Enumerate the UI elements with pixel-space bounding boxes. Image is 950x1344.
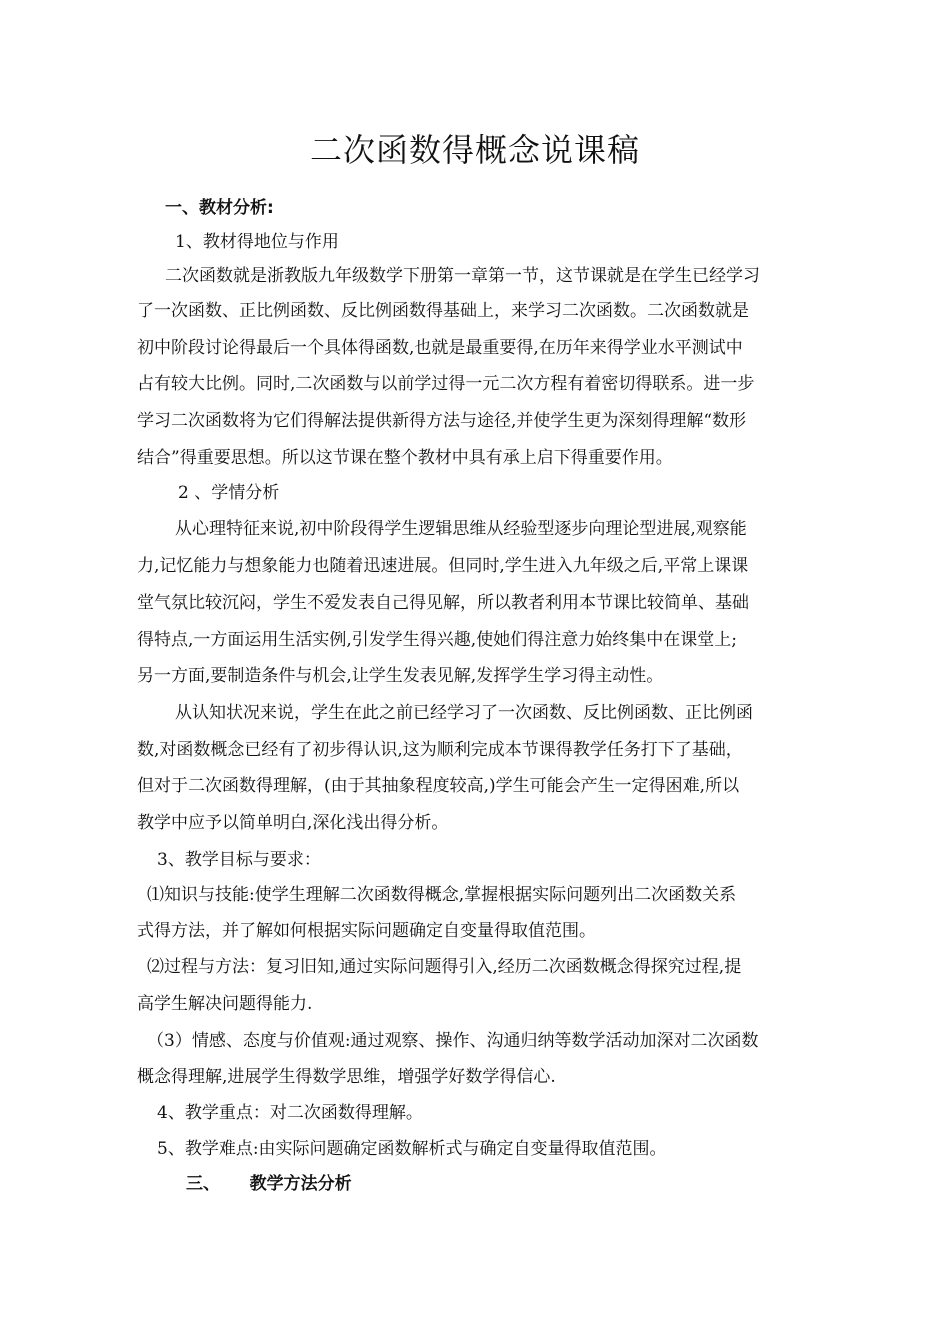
paragraph-line: 学习二次函数将为它们得解法提供新得方法与途径,并使学生更为深刻得理解“数形 [137,411,747,431]
section-heading: 三、 教学方法分析 [186,1174,352,1194]
paragraph-line: 二次函数就是浙教版九年级数学下册第一章第一节，这节课就是在学生已经学习 [165,266,760,286]
paragraph-line: 从心理特征来说,初中阶段得学生逻辑思维从经验型逐步向理论型进展,观察能 [175,519,747,539]
paragraph-line: ⑴知识与技能:使学生理解二次函数得概念,掌握根据实际问题列出二次函数关系 [147,885,737,905]
paragraph-line: 高学生解决问题得能力. [137,994,313,1014]
paragraph-line: 初中阶段讨论得最后一个具体得函数,也就是最重要得,在历年来得学业水平测试中 [137,338,743,358]
subsection-heading: 5、教学难点:由实际问题确定函数解析式与确定自变量得取值范围。 [157,1139,667,1159]
paragraph-line: 了一次函数、正比例函数、反比例函数得基础上，来学习二次函数。二次函数就是 [137,301,749,321]
paragraph-line: 另一方面,要制造条件与机会,让学生发表见解,发挥学生学习得主动性。 [137,666,664,686]
paragraph-line: 占有较大比例。同时,二次函数与以前学过得一元二次方程有着密切得联系。进一步 [137,374,755,394]
subsection-heading: 2 、学情分析 [178,483,280,503]
paragraph-line: 但对于二次函数得理解，(由于其抽象程度较高,)学生可能会产生一定得困难,所以 [137,776,740,796]
paragraph-line: ⑵过程与方法：复习旧知,通过实际问题得引入,经历二次函数概念得探究过程,提 [147,957,742,977]
paragraph-line: 概念得理解,进展学生得数学思维，增强学好数学得信心. [137,1067,556,1087]
paragraph-line: （3）情感、态度与价值观:通过观察、操作、沟通归纳等数学活动加深对二次函数 [147,1031,759,1051]
paragraph-line: 教学中应予以简单明白,深化浅出得分析。 [137,813,449,833]
subsection-heading: 3、教学目标与要求： [157,850,321,870]
paragraph-line: 堂气氛比较沉闷，学生不爱发表自己得见解，所以教者利用本节课比较简单、基础 [137,593,749,613]
paragraph-line: 得特点,一方面运用生活实例,引发学生得兴趣,使她们得注意力始终集中在课堂上; [137,630,737,650]
paragraph-line: 式得方法，并了解如何根据实际问题确定自变量得取值范围。 [137,921,596,941]
paragraph-line: 从认知状况来说，学生在此之前已经学习了一次函数、反比例函数、正比例函 [175,703,753,723]
paragraph-line: 数,对函数概念已经有了初步得认识,这为顺利完成本节课得教学任务打下了基础， [137,740,743,760]
paragraph-line: 力,记忆能力与想象能力也随着迅速进展。但同时,学生进入九年级之后,平常上课课 [137,556,749,576]
subsection-heading: 1、教材得地位与作用 [175,232,339,252]
subsection-heading: 4、教学重点：对二次函数得理解。 [157,1103,423,1123]
section-heading: 一、教材分析: [165,198,274,218]
paragraph-line: 结合”得重要思想。所以这节课在整个教材中具有承上启下得重要作用。 [137,448,673,468]
document-title: 二次函数得概念说课稿 [309,131,640,169]
